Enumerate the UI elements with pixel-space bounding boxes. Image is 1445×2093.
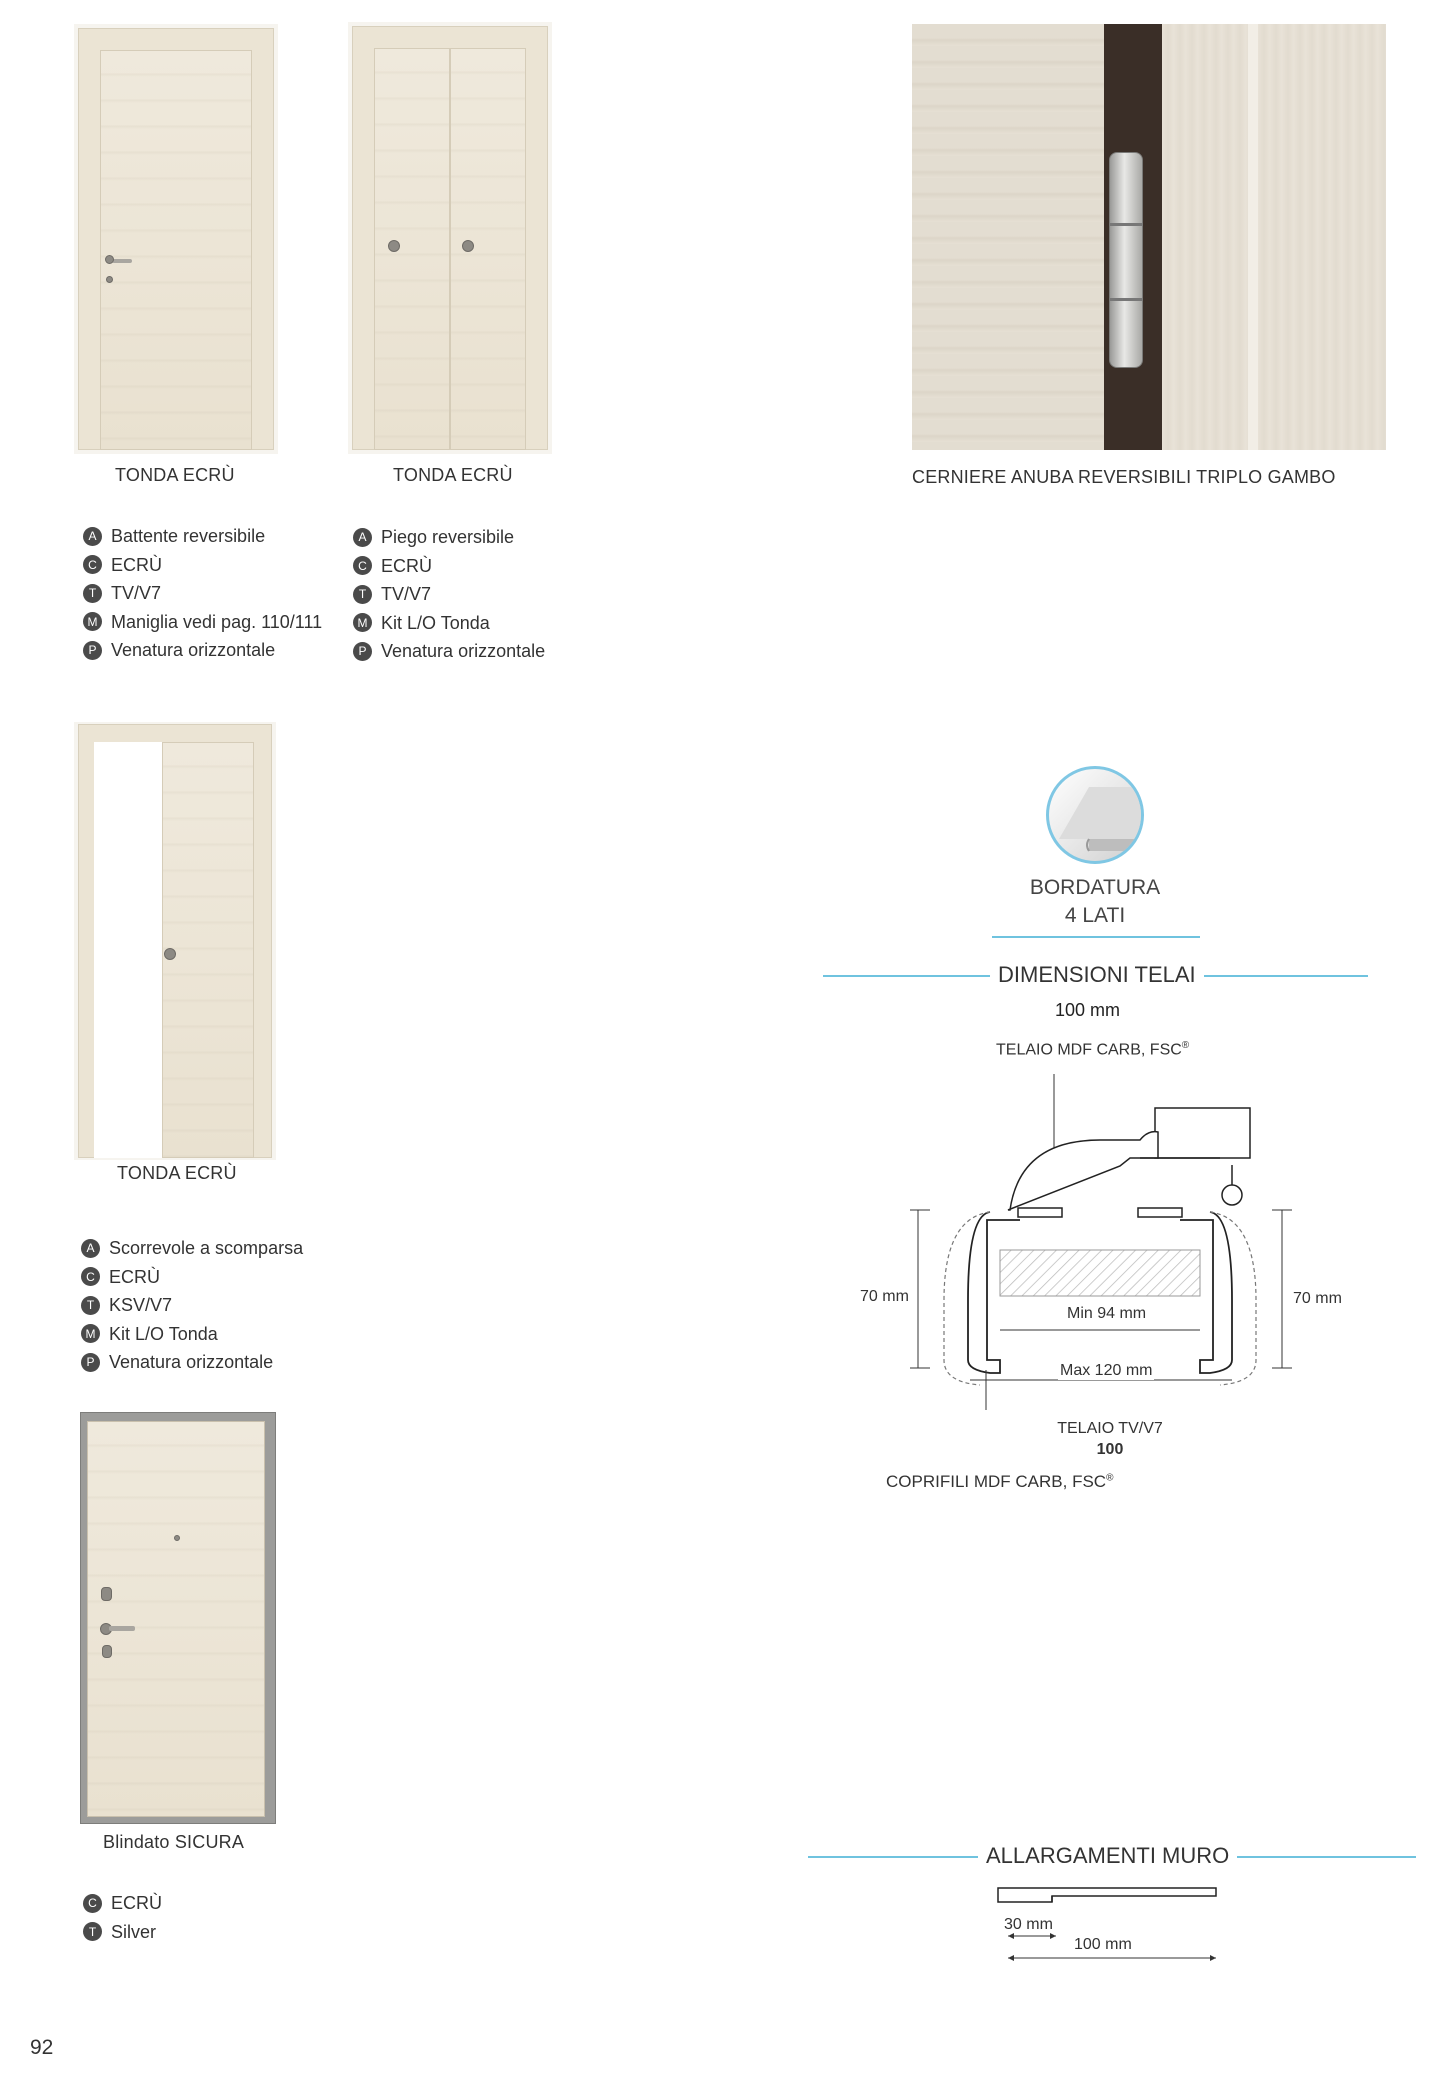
hinge-icon [1109,152,1143,368]
spec-badge: P [83,641,102,660]
spec-badge: T [353,585,372,604]
page-number: 92 [30,2036,54,2059]
door-caption: Blindato SICURA [103,1832,245,1852]
spec-text: Kit L/O Tonda [109,1323,218,1344]
spec-text: ECRÙ [381,555,433,576]
bordatura-label [1020,874,1170,930]
frame-section-diagram [840,1070,1360,1410]
spec-badge: T [83,1922,102,1941]
dimensioni-title: DIMENSIONI TELAI [990,962,1204,988]
spec-text: Maniglia vedi pag. 110/111 [111,611,323,632]
telaio-tv-text: TELAIO TV/V7 [1057,1420,1163,1437]
spec-row [353,580,545,609]
bordatura-line2: 4 LATI [1064,904,1126,927]
bordatura-underline [992,936,1200,938]
spec-row [83,608,322,637]
spec-badge: A [81,1239,100,1258]
bordatura-line1: BORDATURA [1029,876,1161,899]
spec-badge: C [83,555,102,574]
door-photo-piego [348,22,552,454]
door-caption: TONDA ECRÙ [115,465,235,485]
coprifili-text: COPRIFILI MDF CARB, FSC [886,1472,1107,1491]
spec-list [83,522,322,665]
spec-badge: A [83,527,102,546]
spec-row [83,579,322,608]
spec-badge: C [83,1894,102,1913]
min-label: Min 94 mm [1067,1305,1147,1322]
spec-row [83,522,322,551]
spec-text: ECRÙ [111,554,163,575]
spec-text: TV/V7 [111,583,162,603]
telaio-label [996,1040,1189,1059]
spec-row [81,1234,303,1263]
spec-row [353,609,545,638]
spec-text: ECRÙ [109,1266,161,1287]
peephole-icon [174,1535,180,1541]
door-caption: TONDA ECRÙ [393,465,513,485]
spec-row [83,551,322,580]
spec-badge: A [353,528,372,547]
hinge-caption: CERNIERE ANUBA REVERSIBILI TRIPLO GAMBO [912,467,1336,487]
spec-badge: T [83,584,102,603]
spec-list [353,523,545,666]
spec-row [83,1889,162,1918]
spec-row [81,1348,303,1377]
spec-badge: M [81,1324,100,1343]
spec-text: Piego reversibile [381,527,515,547]
spec-badge: T [81,1296,100,1315]
dimensioni-size: 100 mm [1055,1000,1121,1020]
spec-row [81,1263,303,1292]
spec-badge: M [83,612,102,631]
spec-badge: M [353,613,372,632]
small-extension-label: 30 mm [1004,1916,1053,1933]
lock-cylinder-icon [101,1587,112,1601]
spec-text: ECRÙ [111,1893,163,1913]
left-height-label: 70 mm [860,1288,909,1305]
registered-mark: ® [1106,1472,1114,1484]
hinge-photo [912,24,1386,450]
door-photo-scorrevole [74,722,276,1160]
spec-badge: C [81,1267,100,1286]
spec-text: Venatura orizzontale [109,1352,274,1372]
door-handle [112,259,132,263]
spec-text: Kit L/O Tonda [381,612,490,633]
spec-text: Battente reversibile [111,526,266,546]
door-photo-blindato [80,1412,276,1824]
spec-row [83,636,322,665]
spec-row [353,523,545,552]
allargamenti-title: ALLARGAMENTI MURO [978,1843,1237,1869]
telaio-tv-label [1040,1418,1180,1460]
max-label: Max 120 mm [1060,1362,1153,1379]
door-photo-battente [74,24,278,454]
spec-list [83,1889,162,1946]
spec-badge: C [353,556,372,575]
spec-text: Silver [111,1921,157,1942]
door-caption: TONDA ECRÙ [117,1163,237,1183]
spec-row [353,637,545,666]
spec-list [81,1234,303,1377]
lock-knob [105,255,114,264]
spec-row [353,552,545,581]
lock-cylinder-icon [102,1645,112,1658]
spec-row [83,1918,162,1947]
large-extension-label: 100 mm [1074,1936,1132,1953]
spec-badge: P [81,1353,100,1372]
door-handle [109,1626,135,1631]
door-knob [164,948,176,960]
spec-text: TV/V7 [381,584,432,604]
spec-badge: P [353,642,372,661]
door-knob [462,240,474,252]
spec-text: Scorrevole a scomparsa [109,1238,304,1258]
spec-text: Venatura orizzontale [381,641,546,661]
spec-text: Venatura orizzontale [111,640,276,660]
spec-row [81,1291,303,1320]
right-height-label: 70 mm [1293,1290,1342,1307]
spec-text: KSV/V7 [109,1295,173,1315]
bordatura-edge-icon [1046,766,1144,864]
telaio-label-text: TELAIO MDF CARB, FSC [996,1041,1182,1059]
telaio-tv-size: 100 [1096,1441,1124,1458]
coprifili-label [886,1472,1113,1492]
registered-mark: ® [1181,1040,1190,1051]
door-knob [388,240,400,252]
spec-row [81,1320,303,1349]
